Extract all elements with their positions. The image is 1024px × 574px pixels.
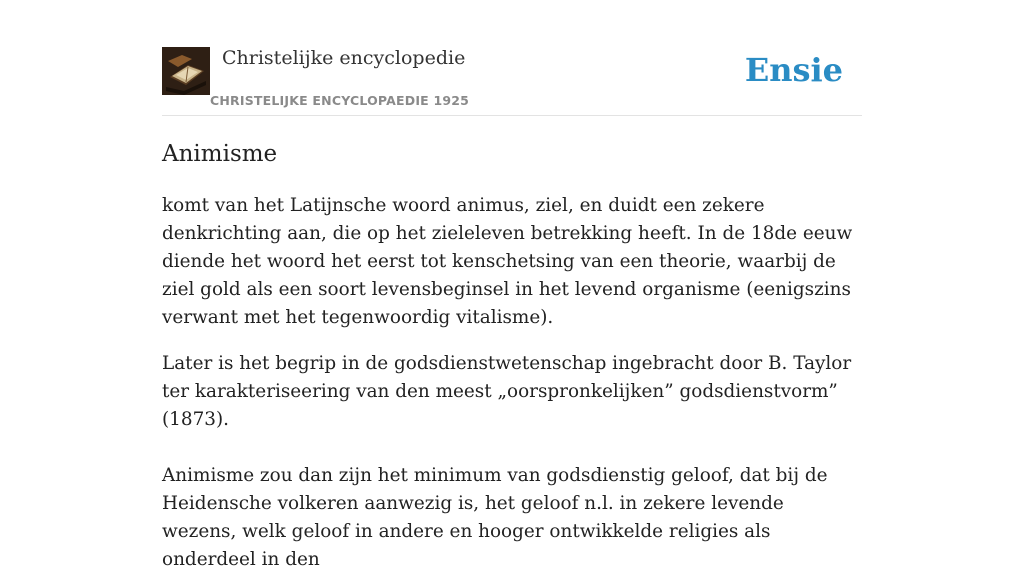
article-title: Animisme — [162, 141, 278, 167]
article-paragraph: Later is het begrip in de godsdienstwetenschap ingebracht door B. Taylor ter karakteriseering van den meest „oorspronkelijken” godsdienstvorm” (1873). — [162, 353, 852, 430]
source-label: CHRISTELIJKE ENCYCLOPAEDIE 1925 — [210, 93, 470, 108]
article-paragraph: komt van het Latijnsche woord animus, ziel, en duidt een zekere denkrichting aan, die op het zieleleven betrekking heeft. In de 18de eeuw diende het woord het eerst tot kenschetsing van een theorie, waarbij de ziel gold als een soort levensbeginsel in het levend organisme (eenigszins verwant met het tegenwoordig vitalisme). — [162, 195, 853, 328]
site-title[interactable]: Christelijke encyclopedie — [222, 47, 466, 69]
ensie-brand-link[interactable]: Ensie — [744, 51, 843, 89]
site-header — [162, 46, 862, 116]
article-paragraph: Animisme zou dan zijn het minimum van godsdienstig geloof, dat bij de Heidensche volkeren aanwezig is, het geloof n.l. in zekere levende wezens, welk geloof in andere en hooger ontwikkelde religies als onderdeel in den — [162, 465, 828, 570]
book-logo-icon[interactable] — [162, 47, 210, 95]
header-divider — [162, 115, 862, 116]
article — [162, 138, 862, 574]
